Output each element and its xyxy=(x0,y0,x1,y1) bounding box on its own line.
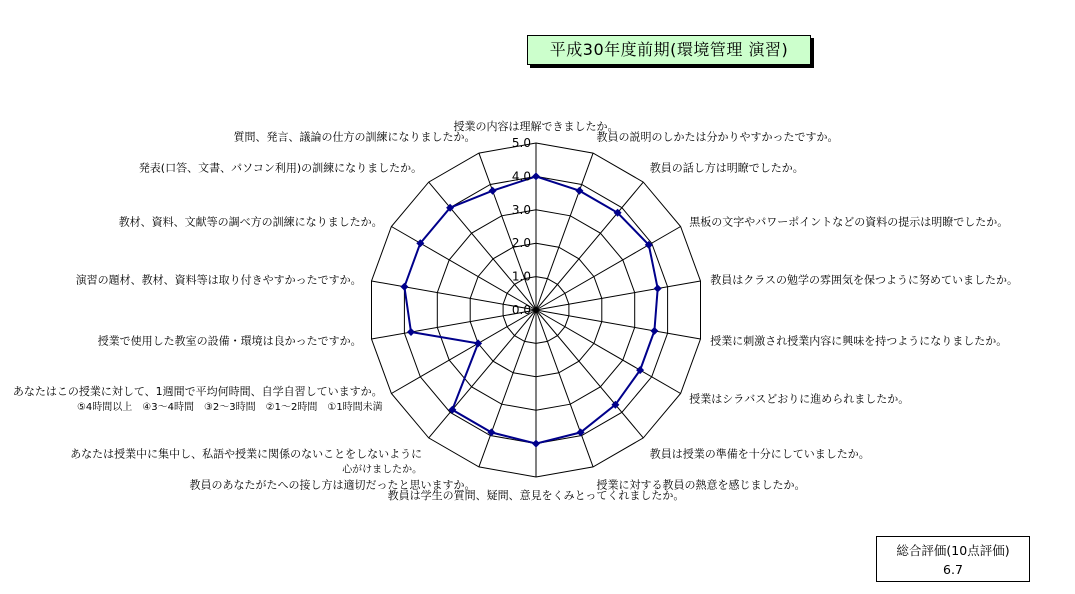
category-label xyxy=(190,477,476,491)
category-label-line: 教員は授業の準備を十分にしていましたか。 xyxy=(649,447,870,461)
data-point xyxy=(532,440,540,448)
category-label xyxy=(710,272,1018,286)
category-label-line: 授業に対する教員の熱意を感じましたか。 xyxy=(596,478,806,492)
category-label-line: 教員の説明のしかたは分かりやすかったですか。 xyxy=(596,130,839,144)
axis-spoke xyxy=(479,310,536,467)
category-label-line: 授業はシラバスどおりに進められましたか。 xyxy=(689,392,910,406)
category-label xyxy=(119,215,383,229)
data-point xyxy=(575,187,583,195)
data-point xyxy=(650,327,658,335)
data-point xyxy=(400,283,408,291)
data-point xyxy=(487,428,495,436)
data-point xyxy=(532,172,540,180)
category-label xyxy=(98,334,362,348)
category-label-line: 教員は学生の質問、疑問、意見をくみとってくれましたか。 xyxy=(387,489,685,502)
category-label-line: 教員のあなたがたへの接し方は適切だったと思いますか。 xyxy=(189,478,476,492)
category-label xyxy=(76,272,362,286)
chart-title: 平成30年度前期(環境管理 演習) xyxy=(527,35,811,65)
radar-grid xyxy=(372,143,701,477)
tick-label: 0.0 xyxy=(511,303,531,317)
overall-score-value: 6.7 xyxy=(943,562,963,577)
axis-spoke xyxy=(536,310,593,467)
category-label xyxy=(234,130,476,144)
category-label-line: 授業に刺激され授業内容に興味を持つようになりましたか。 xyxy=(710,334,1008,348)
category-label xyxy=(70,447,422,476)
category-label-line: 授業で使用した教室の設備・環境は良かったですか。 xyxy=(97,334,362,348)
category-label xyxy=(597,130,839,144)
radar-series xyxy=(400,172,661,447)
data-point xyxy=(489,187,497,195)
tick-label: 5.0 xyxy=(511,136,531,150)
category-label xyxy=(454,119,619,133)
category-label xyxy=(650,160,804,174)
category-label-line: 黒板の文字やパワーポイントなどの資料の提示は明瞭でしたか。 xyxy=(689,215,1009,229)
category-label-line: あなたは授業中に集中し、私語や授業に関係のないことをしないように xyxy=(70,447,423,461)
category-label-line: 演習の題材、教材、資料等は取り付きやすかったですか。 xyxy=(75,273,362,287)
data-point xyxy=(407,328,415,336)
tick-label: 3.0 xyxy=(511,202,531,217)
tick-label: 2.0 xyxy=(511,236,531,251)
category-label-line: 心がけましたか。 xyxy=(342,464,423,476)
overall-score-box xyxy=(876,536,1030,582)
category-label-line: ⑤4時間以上 ④3～4時間 ③2～3時間 ②1～2時間 ①1時間未満 xyxy=(76,402,383,413)
category-label-line: あなたはこの授業に対して、1週間で平均何時間、自学自習していますか。 xyxy=(12,385,383,398)
category-label-line: 教材、資料、文献等の調べ方の訓練になりましたか。 xyxy=(118,215,383,229)
category-label xyxy=(13,384,383,413)
category-label xyxy=(710,334,1007,348)
category-label-line: 発表(口答、文書、パソコン利用)の訓練になりましたか。 xyxy=(138,161,423,175)
tick-label: 1.0 xyxy=(511,269,531,284)
tick-label: 4.0 xyxy=(511,169,531,184)
category-label xyxy=(650,447,870,461)
category-label-line: 質問、発言、議論の仕方の訓練になりましたか。 xyxy=(233,130,476,144)
category-label-line: 教員はクラスの勉学の雰囲気を保つように努めていましたか。 xyxy=(710,273,1018,287)
category-label-line: 授業の内容は理解できましたか。 xyxy=(453,120,619,133)
category-label xyxy=(689,392,909,406)
data-point xyxy=(654,285,662,293)
overall-score-label: 総合評価(10点評価) xyxy=(896,543,1010,558)
category-label-line: 教員の話し方は明瞭でしたか。 xyxy=(649,161,804,175)
category-label xyxy=(689,215,1008,229)
category-label xyxy=(139,160,422,174)
axis-spoke xyxy=(536,153,593,310)
